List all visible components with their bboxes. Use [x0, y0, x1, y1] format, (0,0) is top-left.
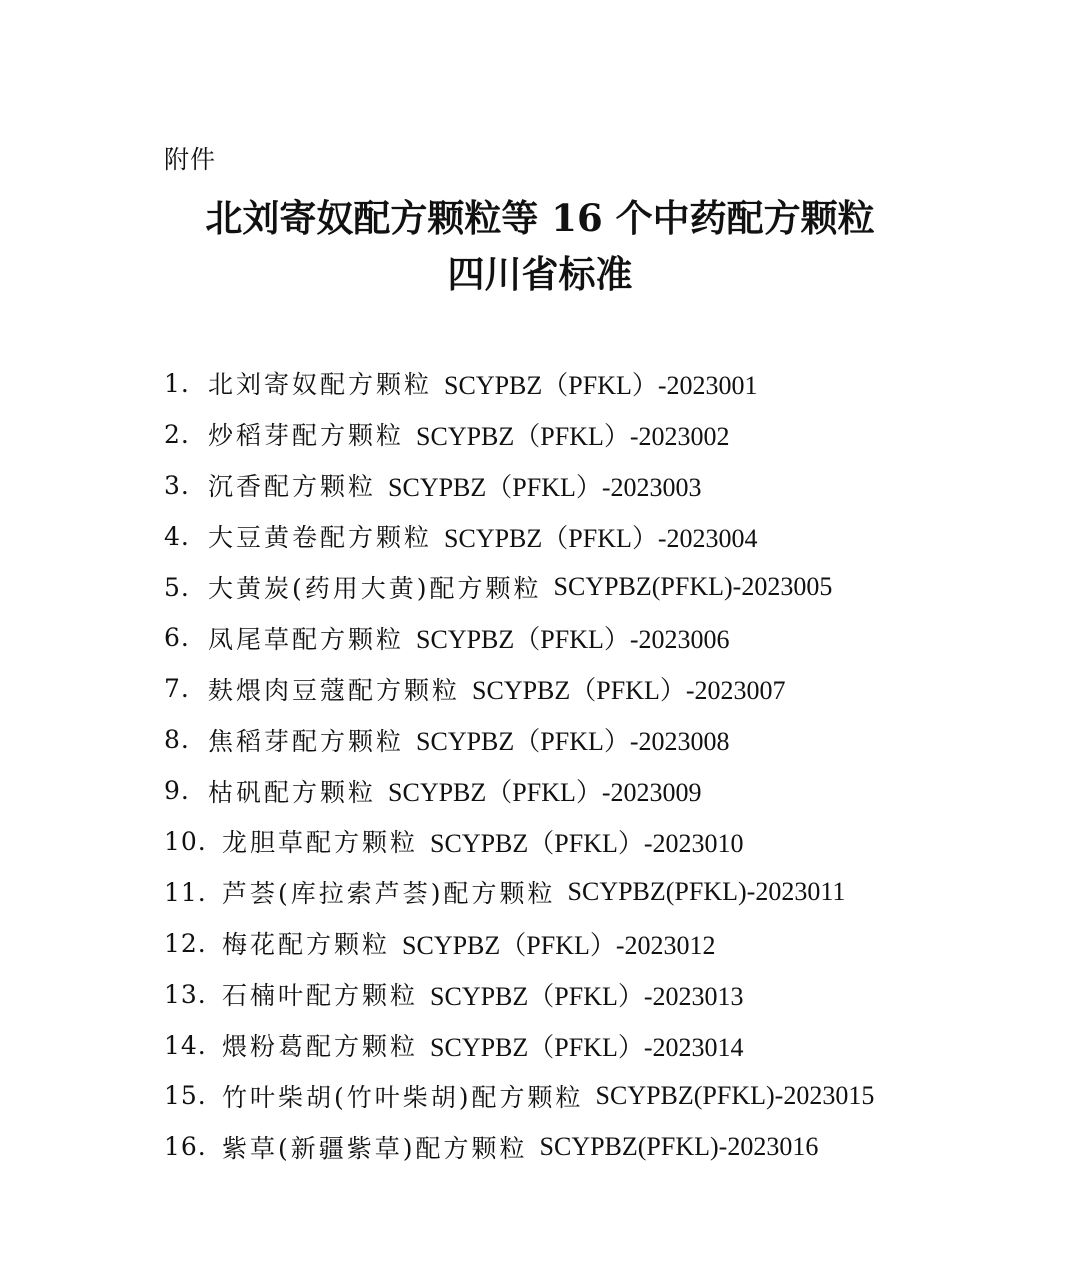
item-name: 大黄炭(药用大黄)配方颗粒 [208, 574, 542, 603]
item-number: 14. [164, 1030, 207, 1060]
list-item [164, 1020, 1064, 1071]
standards-list [164, 358, 1064, 1172]
item-number: 13. [164, 979, 207, 1009]
item-code: SCYPBZ（PFKL）-2023013 [430, 981, 744, 1011]
item-code: SCYPBZ（PFKL）-2023010 [430, 828, 744, 858]
item-name: 紫草(新疆紫草)配方颗粒 [222, 1133, 528, 1163]
item-code: SCYPBZ（PFKL）-2023001 [444, 370, 758, 400]
item-code: SCYPBZ（PFKL）-2023004 [444, 523, 758, 553]
list-item [164, 358, 1064, 409]
list-item [164, 765, 1064, 816]
list-item [164, 562, 1064, 613]
item-name: 竹叶柴胡(竹叶柴胡)配方颗粒 [222, 1082, 584, 1112]
item-number: 8. [164, 725, 190, 755]
item-name: 煨粉葛配方颗粒 [222, 1032, 419, 1062]
item-name: 龙胆草配方颗粒 [222, 828, 419, 858]
item-number: 10. [164, 826, 207, 856]
list-item [164, 1070, 1064, 1121]
list-item [164, 663, 1064, 714]
item-name: 凤尾草配方颗粒 [208, 624, 405, 654]
item-code: SCYPBZ（PFKL）-2023009 [388, 778, 702, 808]
item-name: 北刘寄奴配方颗粒 [208, 370, 433, 400]
list-item [164, 1121, 1064, 1172]
item-number: 5. [164, 572, 190, 602]
item-number: 16. [164, 1132, 207, 1162]
item-code: SCYPBZ(PFKL)-2023015 [595, 1080, 875, 1110]
item-number: 15. [164, 1081, 207, 1111]
item-code: SCYPBZ（PFKL）-2023012 [402, 930, 716, 960]
item-code: SCYPBZ（PFKL）-2023006 [416, 625, 730, 655]
list-item [164, 918, 1064, 969]
item-number: 11. [164, 877, 207, 907]
item-name: 沉香配方颗粒 [208, 472, 377, 502]
list-item [164, 409, 1064, 460]
item-name: 炒稻芽配方颗粒 [208, 421, 405, 451]
item-number: 7. [164, 674, 190, 704]
item-code: SCYPBZ（PFKL）-2023007 [472, 676, 786, 706]
item-number: 6. [164, 623, 190, 653]
item-name: 梅花配方颗粒 [222, 930, 391, 960]
item-code: SCYPBZ(PFKL)-2023005 [553, 572, 833, 601]
item-number: 12. [164, 928, 207, 958]
document-title-line-2: 四川省标准 [447, 252, 633, 296]
item-name: 麸煨肉豆蔻配方颗粒 [208, 675, 461, 705]
attachment-label: 附件 [164, 145, 217, 174]
list-item [164, 511, 1064, 562]
document-title [0, 190, 1080, 302]
item-code: SCYPBZ（PFKL）-2023008 [416, 727, 730, 757]
list-item [164, 460, 1064, 511]
item-number: 9. [164, 776, 190, 806]
item-code: SCYPBZ(PFKL)-2023016 [539, 1131, 819, 1161]
item-name: 大豆黄卷配方颗粒 [208, 523, 433, 553]
item-number: 2. [164, 419, 190, 449]
list-item [164, 969, 1064, 1020]
item-number: 4. [164, 521, 190, 551]
list-item [164, 612, 1064, 663]
item-number: 3. [164, 470, 190, 500]
item-code: SCYPBZ（PFKL）-2023003 [388, 472, 702, 502]
document-title-line-1: 北刘寄奴配方颗粒等 16 个中药配方颗粒 [205, 196, 875, 240]
item-name: 焦稻芽配方颗粒 [208, 726, 405, 756]
item-code: SCYPBZ（PFKL）-2023014 [430, 1032, 744, 1062]
item-name: 枯矾配方颗粒 [208, 777, 377, 807]
item-name: 芦荟(库拉索芦荟)配方颗粒 [222, 879, 556, 909]
item-name: 石楠叶配方颗粒 [222, 981, 419, 1011]
list-item [164, 714, 1064, 765]
list-item [164, 867, 1064, 918]
item-code: SCYPBZ(PFKL)-2023011 [567, 877, 846, 907]
list-item [164, 816, 1064, 867]
item-code: SCYPBZ（PFKL）-2023002 [416, 421, 730, 451]
item-number: 1. [164, 368, 190, 398]
